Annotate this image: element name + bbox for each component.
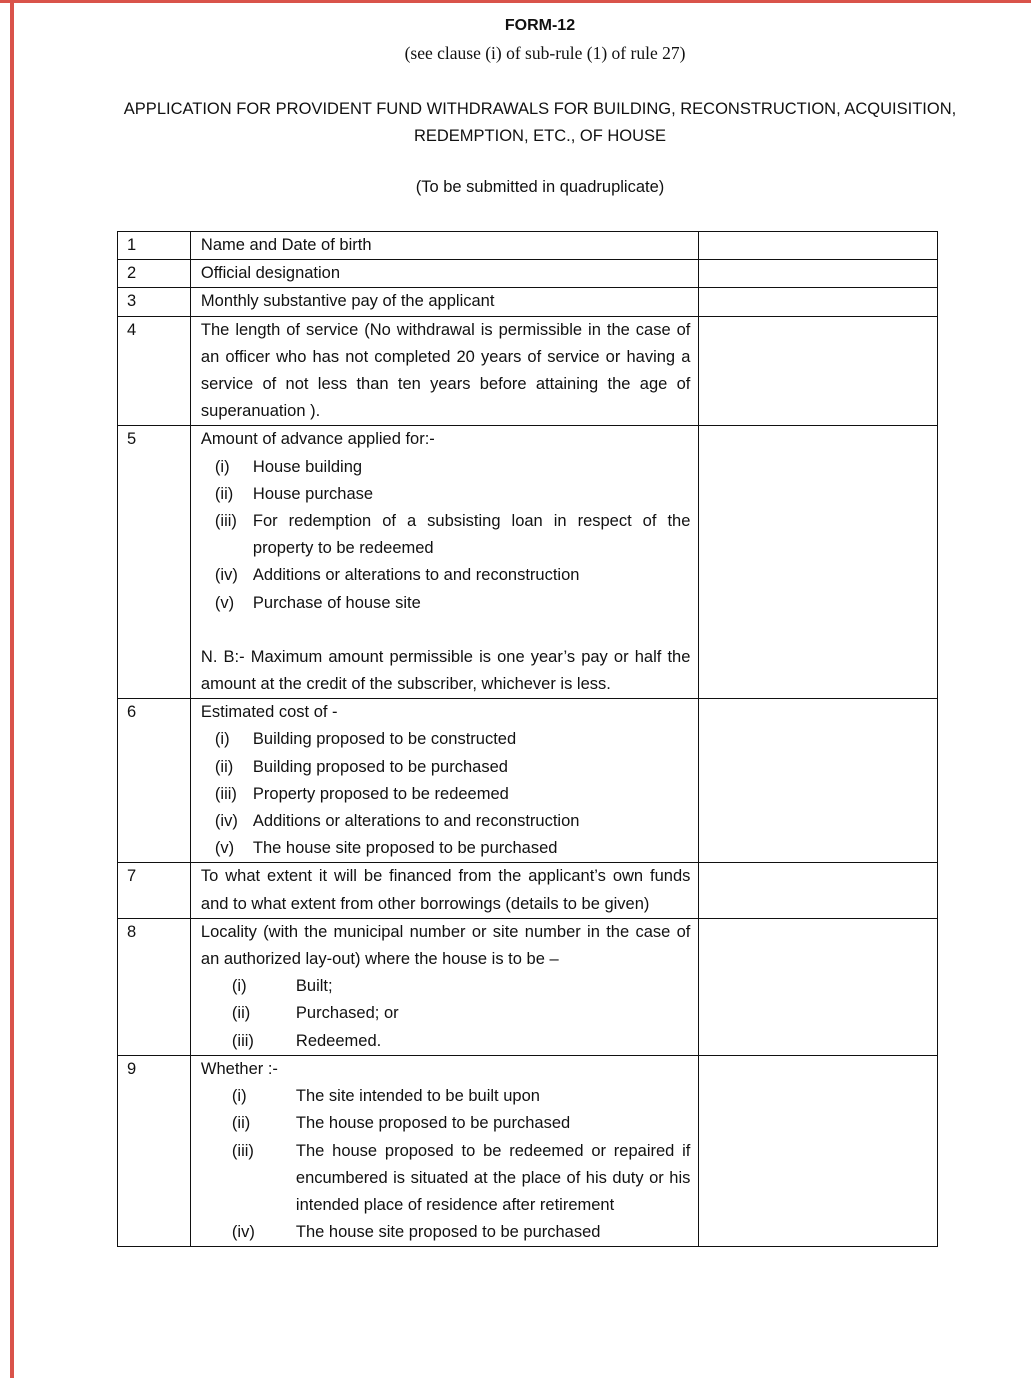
sub-item: (ii) Building proposed to be purchased: [214, 757, 508, 776]
sub-item: (v) The house site proposed to be purchased: [214, 839, 558, 858]
application-table: [117, 231, 938, 1247]
table-row: [118, 316, 938, 426]
row-number: 4: [118, 316, 191, 426]
row-number: 8: [118, 918, 191, 1055]
sub-item: (i) Built;: [231, 977, 333, 996]
row-lead-text: Whether :-: [200, 1059, 278, 1078]
answer-cell-whether-site[interactable]: [699, 1055, 938, 1246]
table-row: [118, 1055, 938, 1246]
spacer: [201, 617, 690, 644]
row-description: [190, 1055, 698, 1246]
form-subtitle: (see clause (i) of sub-rule (1) of rule 27): [404, 43, 686, 63]
row-number: 3: [118, 288, 191, 316]
page-border-top: [0, 0, 1031, 3]
answer-cell-locality[interactable]: [699, 918, 938, 1055]
sub-item: (ii) Purchased; or: [231, 1004, 399, 1023]
form-title: FORM-12: [504, 17, 576, 34]
answer-cell-estimated-cost[interactable]: [699, 699, 938, 863]
row-number: 7: [118, 863, 191, 918]
row-description: To what extent it will be financed from the applicant’s own funds and to what extent from other borrowings (details to be given): [190, 863, 698, 918]
sub-item: (v) Purchase of house site: [214, 593, 421, 612]
row-description: The length of service (No withdrawal is permissible in the case of an officer who has not completed 20 years of service or having a service of not less than ten years before attaining the age of superanuation ).: [190, 316, 698, 426]
row-number: 9: [118, 1055, 191, 1246]
sub-item: (ii) The house proposed to be purchased: [231, 1114, 571, 1133]
sub-item: (iii) Property proposed to be redeemed: [214, 784, 509, 803]
table-row: [118, 918, 938, 1055]
form-heading: APPLICATION FOR PROVIDENT FUND WITHDRAWALS FOR BUILDING, RECONSTRUCTION, ACQUISITION, REDEMPTION, ETC., OF HOUSE: [123, 100, 957, 145]
answer-cell-name-dob[interactable]: [699, 232, 938, 260]
row-number: 2: [118, 260, 191, 288]
sub-item: (iv) Additions or alterations to and reconstruction: [214, 812, 580, 831]
row-description: [190, 426, 698, 699]
sub-item: (iv) The house site proposed to be purchased: [231, 1223, 601, 1242]
answer-cell-designation[interactable]: [699, 260, 938, 288]
sub-item: (iii) Redeemed.: [231, 1031, 382, 1050]
row-description: [190, 918, 698, 1055]
row-number: 1: [118, 232, 191, 260]
table-row: [118, 260, 938, 288]
table-row: [118, 699, 938, 863]
row-lead-text: Estimated cost of -: [200, 703, 338, 722]
row-description: Name and Date of birth: [190, 232, 698, 260]
sub-item: (iii) The house proposed to be redeemed or repaired if encumbered is situated at the place of his duty or his intended place of residence after retirement: [231, 1141, 691, 1214]
table-row: [118, 426, 938, 699]
table-row: [118, 863, 938, 918]
row-lead-text: Locality (with the municipal number or site number in the case of an authorized lay-out) where the house is to be –: [200, 922, 691, 969]
sub-item: (iv) Additions or alterations to and reconstruction: [214, 566, 580, 585]
page-border-left: [10, 0, 14, 1378]
row-lead-text: Amount of advance applied for:-: [200, 430, 435, 449]
sub-item: (i) Building proposed to be constructed: [214, 730, 517, 749]
table-row: [118, 232, 938, 260]
row-number: 5: [118, 426, 191, 699]
sub-item: (ii) House purchase: [214, 484, 374, 503]
answer-cell-advance-amount[interactable]: [699, 426, 938, 699]
answer-cell-financing[interactable]: [699, 863, 938, 918]
answer-cell-monthly-pay[interactable]: [699, 288, 938, 316]
sub-item: (iii) For redemption of a subsisting loan in respect of the property to be redeemed: [214, 512, 691, 558]
row-description: Official designation: [190, 260, 698, 288]
row-description: Monthly substantive pay of the applicant: [190, 288, 698, 316]
table-row: [118, 288, 938, 316]
row-number: 6: [118, 699, 191, 863]
row-description: [190, 699, 698, 863]
footnote: N. B:- Maximum amount permissible is one year’s pay or half the amount at the credit of the subscriber, whichever is less.: [200, 647, 691, 694]
answer-cell-length-of-service[interactable]: [699, 316, 938, 426]
sub-item: (i) House building: [214, 457, 363, 476]
submission-note: (To be submitted in quadruplicate): [415, 178, 665, 196]
sub-item: (i) The site intended to be built upon: [231, 1087, 540, 1106]
